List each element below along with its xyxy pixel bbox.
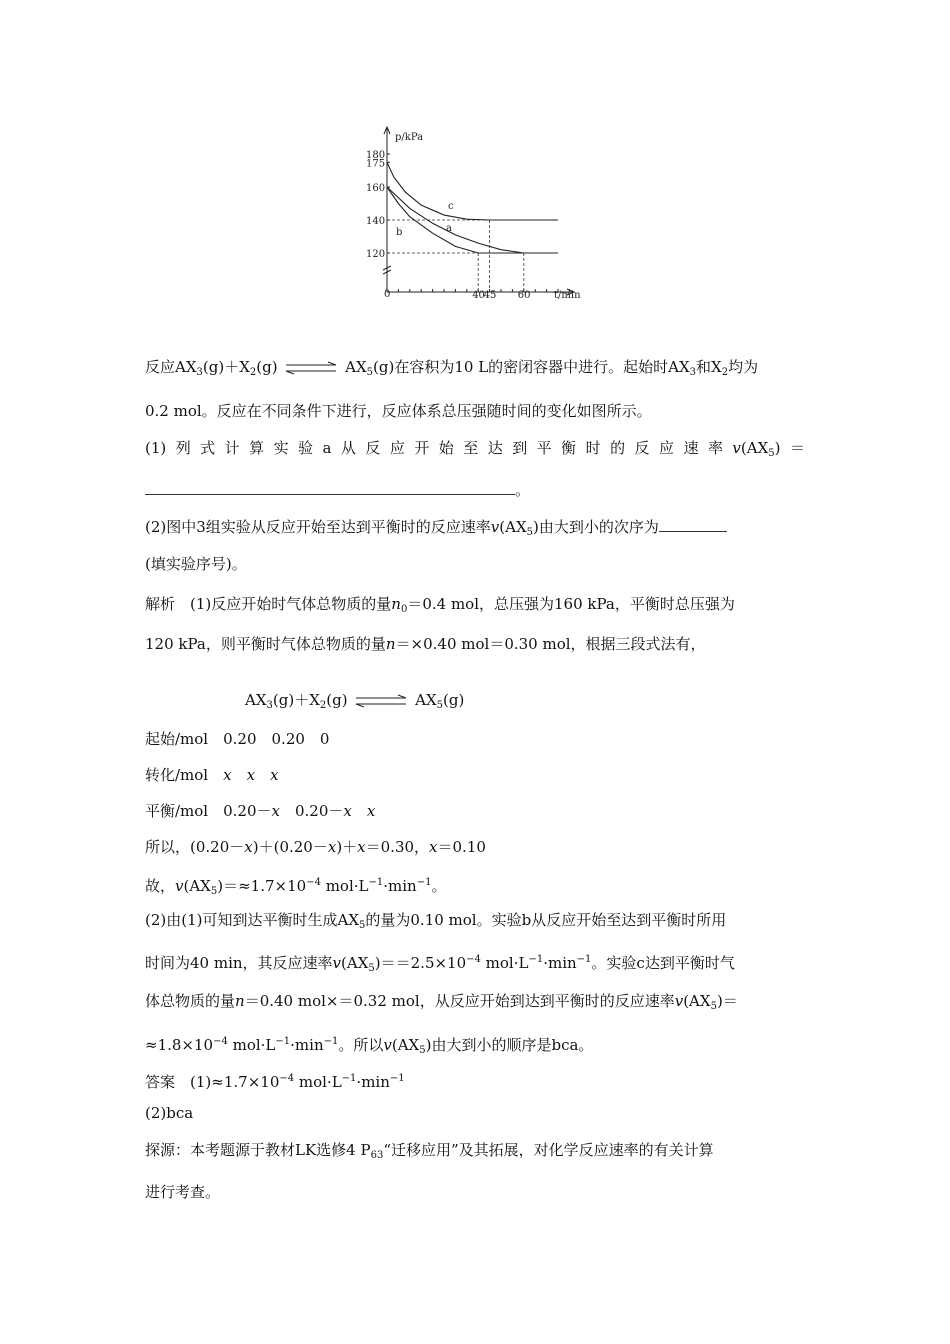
q1-word: (1) bbox=[145, 439, 167, 457]
source-line-1: 探源：本考题源于教材LK选修4 $P_{63}“$迁移应用”及其拓展，对化学反应速率的有关计算 bbox=[145, 1141, 714, 1161]
y-tick-label: 140 bbox=[366, 216, 386, 227]
curve-label-a: a bbox=[446, 223, 452, 234]
intro-line-2: 0.2 mol。反应在不同条件下进行，反应体系总压强随时间的变化如图所示。 bbox=[145, 402, 652, 420]
row-initial: 起始/mol 0.20 0.20 0 bbox=[145, 730, 330, 748]
q1-word: a bbox=[322, 439, 332, 457]
q1-word: 应 bbox=[389, 439, 405, 457]
q1-word: 衡 bbox=[561, 439, 577, 457]
q1-word: 时 bbox=[585, 439, 601, 457]
question-1-line bbox=[145, 438, 805, 464]
q1-word: 开 bbox=[414, 439, 430, 457]
analysis-label: 解析 bbox=[145, 595, 176, 613]
y-tick-label: 120 bbox=[366, 249, 386, 260]
q1-word: 实 bbox=[273, 439, 289, 457]
graph-labels bbox=[366, 132, 581, 301]
q1-word: 式 bbox=[200, 439, 216, 457]
q1-equals: ＝ bbox=[789, 439, 805, 457]
answer-blank-1[interactable] bbox=[145, 480, 515, 495]
part2-line-3: 体总物质的量n＝0.40 mol×＝0.32 mol，从反应开始到达到平衡时的反应速率$v(AX_5)=$ bbox=[145, 992, 738, 1012]
ax-close: ) bbox=[774, 439, 781, 457]
question-2-line-2: (填实验序号)。 bbox=[145, 555, 247, 573]
curve-label-c: c bbox=[448, 201, 454, 212]
q1-word: 列 bbox=[175, 439, 191, 457]
q1-word: 的 bbox=[610, 439, 626, 457]
answer-line-1: 答案 $(1)\approx 1.7\times 10^{-4}$ $mol\cdot L^{-1}\cdot\min^{-1}$ bbox=[145, 1073, 405, 1091]
question-1-blank-line: 。 bbox=[145, 480, 530, 500]
q1-word: 应 bbox=[659, 439, 675, 457]
graph-guide-lines bbox=[387, 220, 524, 292]
x-tick-label: 60 bbox=[517, 290, 531, 301]
q1-word: 验 bbox=[298, 439, 314, 457]
question-2-line-1: (2)图中3组实验从反应开始至达到平衡时的反应速率$v(AX_5)$由大到小的次序为 bbox=[145, 517, 727, 543]
answer-blank-2[interactable] bbox=[659, 517, 727, 532]
part2-line-2: 时间为40 min，其反应速率$v(AX_5)==2.5\times 10^{-4}$ $mol\cdot L^{-1}\cdot\min^{-1}$。实验c达到平衡时气 bbox=[145, 954, 735, 974]
q1-word: 率 bbox=[707, 439, 723, 457]
row-change: 转化/mol x x x bbox=[145, 766, 279, 784]
curve-label-b: b bbox=[396, 227, 403, 238]
origin-label: 0 bbox=[384, 289, 391, 300]
x-tick-label: 45 bbox=[483, 290, 497, 301]
sub5: 5 bbox=[768, 448, 775, 459]
reaction-equation: $AX_3(g)+X_2(g)$ $AX_5(g)$ bbox=[245, 691, 465, 711]
y-tick-label: 175 bbox=[366, 158, 386, 170]
ax-open: (AX bbox=[740, 439, 769, 457]
q1-word: 到 bbox=[512, 439, 528, 457]
intro-line-1: 反应$AX_3(g)+X_2(g)$ $AX_5(g)$在容积为10 L的密闭容器中进行。起始时$AX_3$和$X_2$均为 bbox=[145, 358, 759, 378]
equilibrium-arrow-icon bbox=[282, 361, 340, 375]
y-tick-label: 160 bbox=[366, 183, 386, 194]
y-tick-label: 180 bbox=[366, 150, 386, 161]
answer-line-2: (2)bca bbox=[145, 1104, 194, 1122]
v-symbol: v bbox=[732, 439, 741, 457]
part2-line-1: (2)由(1)可知到达平衡时生成$AX_5$的量为0.10 mol。实验b从反应开始至达到平衡时所用 bbox=[145, 911, 727, 931]
rate-result-line: 故，$v(AX_5)=\approx 1.7\times 10^{-4}$ $mol\cdot L^{-1}\cdot\min^{-1}$。 bbox=[145, 877, 447, 897]
curve-c bbox=[387, 162, 558, 220]
solve-line: 所以，(0.20－x)＋(0.20－x)＋x＝0.30，x＝0.10 bbox=[145, 838, 486, 856]
row-equilibrium: 平衡/mol 0.20－x 0.20－x x bbox=[145, 802, 376, 820]
q1-word: 计 bbox=[224, 439, 240, 457]
y-axis-label: p/kPa bbox=[395, 132, 424, 143]
graph-curves bbox=[387, 162, 558, 253]
x-axis-label: t/min bbox=[554, 290, 581, 301]
part2-line-4: $\approx 1.8\times 10^{-4}$ $mol\cdot L^{-1}\cdot\min^{-1}$。所以$v(AX_5)$由大到小的顺序是bca。 bbox=[145, 1036, 594, 1056]
q1-word: 从 bbox=[340, 439, 356, 457]
q1-rate-expression bbox=[732, 438, 780, 464]
x-tick-label: 40 bbox=[472, 290, 485, 301]
q1-word: 至 bbox=[463, 439, 479, 457]
equilibrium-arrow-icon bbox=[352, 694, 410, 708]
answer-label: 答案 bbox=[145, 1073, 176, 1091]
source-line-2: 进行考查。 bbox=[145, 1183, 221, 1201]
q1-word: 始 bbox=[438, 439, 454, 457]
q1-word: 平 bbox=[536, 439, 552, 457]
q1-word: 算 bbox=[249, 439, 265, 457]
q1-word: 反 bbox=[634, 439, 650, 457]
analysis-line-2: 120 kPa，则平衡时气体总物质的量n＝×0.40 mol＝0.30 mol，根据三段式法有， bbox=[145, 635, 706, 653]
pressure-time-graph bbox=[362, 120, 592, 305]
q1-word: 反 bbox=[365, 439, 381, 457]
q1-word: 速 bbox=[683, 439, 699, 457]
analysis-line-1: 解析 (1)反应开始时气体总物质的量$n_0=0.4$ mol，总压强为160 kPa，平衡时总压强为 bbox=[145, 595, 735, 615]
q1-word: 达 bbox=[487, 439, 503, 457]
